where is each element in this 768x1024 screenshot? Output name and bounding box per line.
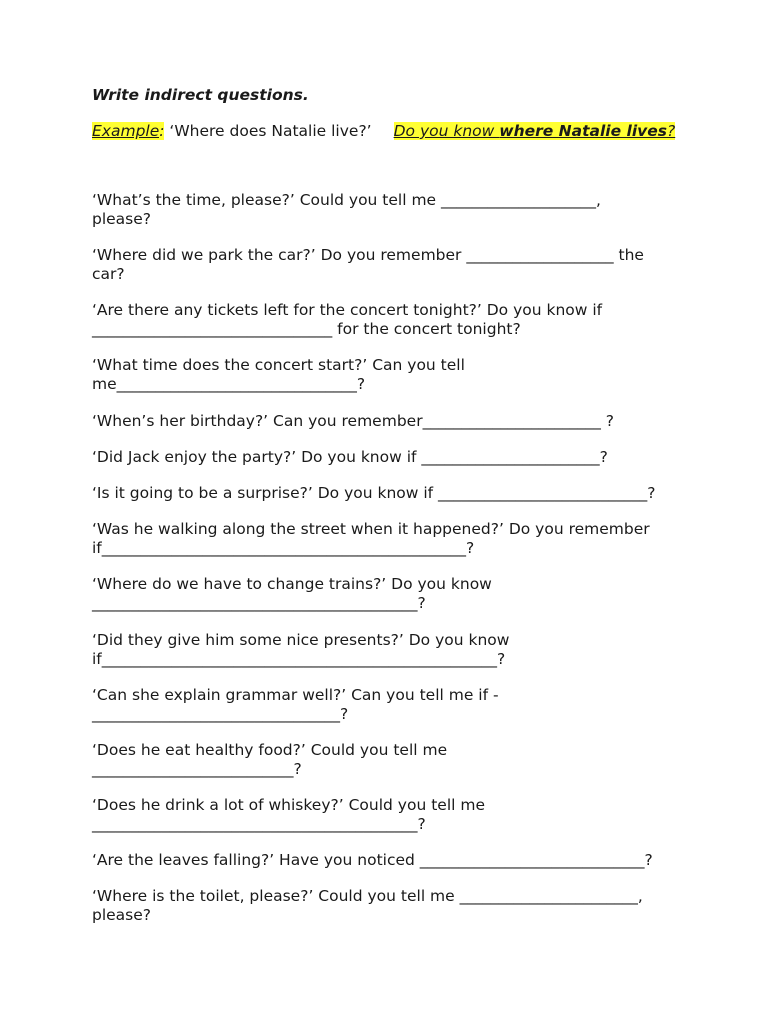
question-15: ‘Where is the toilet, please?’ Could you tell me _______________________, please? <box>92 887 643 924</box>
question-11: ‘Can she explain grammar well?’ Can you tell me if - ________________________________? <box>92 686 499 723</box>
question-1: ‘What’s the time, please?’ Could you tell me ____________________, please? <box>92 191 601 228</box>
example-colon: : <box>159 122 165 140</box>
question-9: ‘Where do we have to change trains?’ Do you know __________________________________________? <box>92 575 492 612</box>
question-14: ‘Are the leaves falling?’ Have you noticed _____________________________? <box>92 851 653 869</box>
question-4: ‘What time does the concert start?’ Can you tell me_______________________________? <box>92 356 465 393</box>
example-label: Example <box>92 122 160 140</box>
example-question: ‘Where does Natalie live?’ <box>164 122 372 140</box>
question-12: ‘Does he eat healthy food?’ Could you tell me __________________________? <box>92 741 448 778</box>
worksheet-title: Write indirect questions. <box>92 86 309 104</box>
example-answer-bold: where Natalie lives <box>499 122 667 140</box>
question-2: ‘Where did we park the car?’ Do you remember ___________________ the car? <box>92 246 644 283</box>
question-7: ‘Is it going to be a surprise?’ Do you know if ___________________________? <box>92 484 656 502</box>
example-answer-suffix: ? <box>666 122 676 140</box>
question-10: ‘Did they give him some nice presents?’ Do you know if___________________________________________________? <box>92 631 510 668</box>
question-3: ‘Are there any tickets left for the concert tonight?’ Do you know if _______________________________ for the concert tonight? <box>92 301 603 338</box>
question-8: ‘Was he walking along the street when it happened?’ Do you remember if_______________________________________________? <box>92 520 650 557</box>
example-answer-prefix: Do you know <box>393 122 500 140</box>
example-line <box>92 122 675 140</box>
question-13: ‘Does he drink a lot of whiskey?’ Could you tell me __________________________________________? <box>92 796 485 833</box>
question-5: ‘When’s her birthday?’ Can you remember_______________________ ? <box>92 412 614 430</box>
question-6: ‘Did Jack enjoy the party?’ Do you know if _______________________? <box>92 448 608 466</box>
